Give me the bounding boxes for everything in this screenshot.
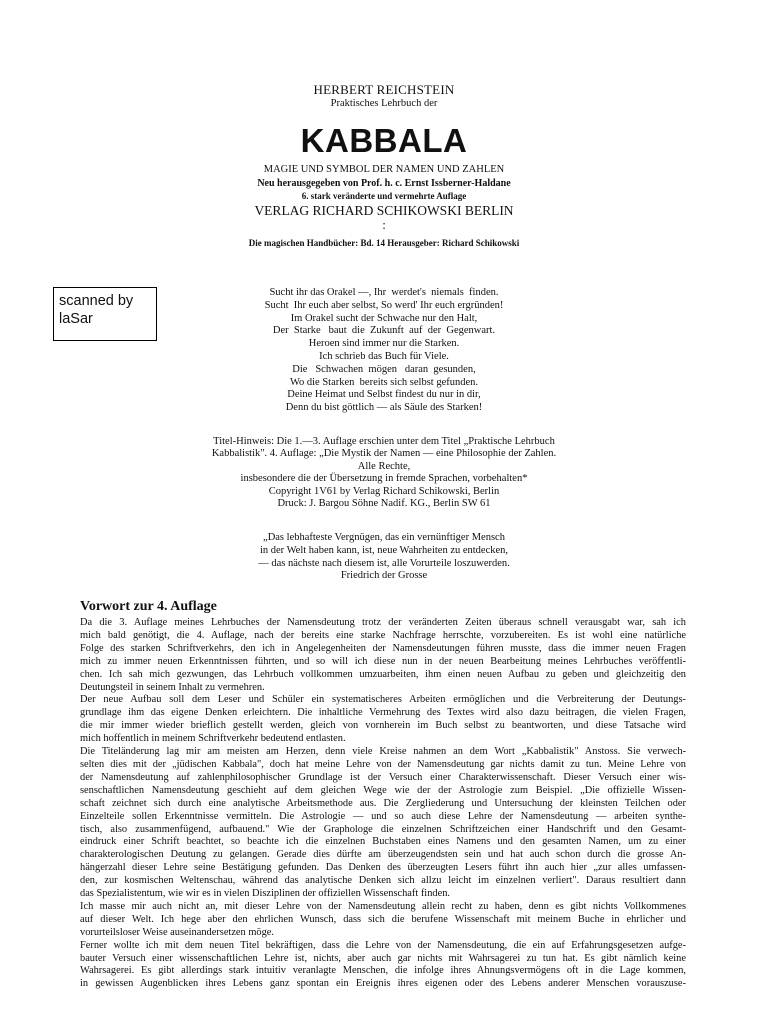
quote-attribution: Friedrich der Grosse: [340, 570, 428, 582]
series-line: Die magischen Handbücher: Bd. 14 Herausgeber: Richard Schikowski: [248, 238, 520, 248]
foreword-line: bauter Versuch einer wissenschaftlichen Lehre ist, nichts, aber auch gar nichts mit Wahrsagerei zu tun hat. Es gibt nämlich keine: [80, 952, 686, 964]
foreword-line: selten dies mit der „jüdischen Kabbala", doch hat meine Lehre von der Namensdeutung gar nichts damit zu tun. Meine Lehre von: [80, 758, 686, 770]
foreword-line: in gewissen Augenblicken ihres Lebens ganz spontan ein Ereignis ihres eigenen oder des Lebens anderer Menschen vorauszuse-: [80, 978, 686, 990]
editor-line: Neu herausgegeben von Prof. h. c. Ernst Issberner-Haldane: [257, 178, 511, 189]
foreword-line: mich hoffentlich in meinem Schriftverkehr bedeutend entlasten.: [80, 733, 346, 745]
edition-line: 6. stark veränderte und vermehrte Auflage: [301, 191, 467, 201]
foreword-line: auf dieser Welt. Ich hege aber den ehrlichen Wunsch, dass sich die berufene Wissenschaft mit meinem Buche in ehrlicher und: [80, 913, 686, 925]
quote-line: „Das lebhafteste Vergnügen, das ein vernünftiger Mensch: [263, 532, 505, 543]
foreword-line: die mir immer wieder brieflich gestellt werden, gleich von vornherein im Buch selbst zu beantworten, und diese Tatsache wird: [80, 720, 686, 732]
foreword-line: charakterologischen Deutung zu gelangen. Gerade dies dürfte am überzeugendsten sein und hat auch schon durch die grosse An-: [80, 849, 686, 861]
foreword-line: mich zu immer neuen Erkenntnissen führten, und so will ich diese nun in der neuen Bearbeitung meines Lehrbuches veröffentli-: [80, 655, 686, 667]
foreword-line: tisch, also zusammenfügend, aufbauend." Wie der Graphologe die einzelnen Schriftzeichen einer Handschrift und den Gesamt-: [80, 823, 686, 835]
foreword-line: Wahrsagerei. Es gibt allerdings stark intuitiv veranlagte Menschen, die infolge ihres Ahnungsvermögens oft in die Lage kommen,: [80, 965, 686, 977]
foreword-line: grundlage ihm das eigene Denken erleichtern. Die inhaltliche Vermehrung des Textes wird also dazu beitragen, die vielen Fragen,: [80, 707, 686, 719]
notice-line: Kabbalistik". 4. Auflage: „Die Mystik der Namen — eine Philosophie der Zahlen.: [211, 448, 557, 460]
poem-line: Denn du bist göttlich — als Säule des Starken!: [285, 402, 483, 414]
foreword-line: der Namensdeutung auf zahlenphilosophischer Grundlage ist der Versuch einer Charakterwissenschaft. Dieser Versuch einer wis-: [80, 771, 686, 783]
foreword-heading: Vorwort zur 4. Auflage: [80, 599, 217, 614]
scan-note-line: laSar: [59, 311, 93, 327]
foreword-line: chen. Ich sah mich gezwungen, das Lehrbuch vollkommen umzuarbeiten, ihm einen neuen Aufbau zu geben und gleichzeitig den: [80, 668, 686, 680]
notice-line: Titel-Hinweis: Die 1.—3. Auflage erschien unter dem Titel „Praktische Lehrbuch: [213, 436, 555, 447]
notice-line: insbesondere die der Übersetzung in fremde Sprachen, vorbehalten*: [240, 473, 528, 485]
poem-line: Heroen sind immer nur die Starken.: [308, 338, 460, 350]
book-tagline: MAGIE UND SYMBOL DER NAMEN UND ZAHLEN: [263, 164, 505, 175]
foreword-line: Ich masse mir auch nicht an, mit dieser Lehre von der Namensdeutung allein recht zu haben, denn es gibt nichts Vollkommenes: [80, 900, 686, 912]
book-subtitle: Praktisches Lehrbuch der: [330, 98, 438, 109]
foreword-line: mich bald genötigt, die 4. Auflage, nach der bereits eine starke Nachfrage herrschte, vorzubereiten. Es ist wohl eine natürliche: [80, 629, 686, 641]
author-name: HERBERT REICHSTEIN: [313, 82, 455, 97]
poem-line: Wo die Starken bereits sich selbst gefunden.: [289, 376, 479, 388]
foreword-line: Einzelteile sollen Erkenntnisse vermitteln. Die Astrologie — und so auch diese Lehre der Namensdeutung — arbeiten synthe-: [80, 810, 686, 822]
foreword-line: Ferner wollte ich mit dem neuen Titel bekräftigen, dass die Lehre von der Namensdeutung, die ein auf Erfahrungsgesetzen aufge-: [80, 939, 686, 951]
foreword-line: Folge des starken Schriftverkehrs, den ich in Angelegenheiten der Namensdeutungen führen musste, dass die immer neuen Fragen: [80, 642, 686, 654]
scan-note-line: scanned by: [59, 293, 134, 309]
foreword-line: senschaftlichen Namensdeutung geschieht auf dem gleichen Wege wie der der Astrologie zum Beispiel. „Die offizielle Wissen-: [80, 784, 686, 796]
foreword-body: [80, 617, 686, 991]
notice-line: Copyright 1V61 by Verlag Richard Schikowski, Berlin: [268, 485, 500, 497]
foreword-line: das Spezialistentum, wie wir es in vielen Disziplinen der offiziellen Wissenschaft finden.: [80, 888, 450, 900]
foreword-line: Die Titeländerung lag mir am meisten am Herzen, denn viele Kreise nahmen an dem Wort „Kabbalistik" Anstoss. Sie verwech-: [80, 746, 686, 758]
poem-line: Der Starke baut die Zukunft auf der Gegenwart.: [272, 325, 496, 337]
notice-line: Druck: J. Bargou Söhne Nadif. KG., Berlin SW 61: [277, 498, 491, 510]
poem-line: Im Orakel sucht der Schwache nur den Halt,: [290, 312, 478, 324]
foreword-line: den, zur kosmischen Weltenschau, während das analytische Denken sich allzu leicht im einzelnen verliert". Daraus resultiert dann: [80, 875, 686, 887]
separator-colon: :: [382, 217, 386, 232]
foreword-line: schaft zeichnet sich durch eine analytische Arbeitsmethode aus. Die Zergliederung und Untersuchung der kleinsten Teilchen oder: [80, 797, 686, 809]
poem-line: Deine Heimat und Selbst findest du nur in dir,: [287, 389, 481, 401]
foreword-line: Da die 3. Auflage meines Lehrbuches der Namensdeutung trotz der veränderten Zeiten überaus schnell verausgabt war, sah ich: [80, 617, 686, 628]
foreword-line: Deutungsteil in seinem Inhalt zu vermehren.: [80, 681, 265, 693]
epigraph-quote: [0, 532, 768, 583]
epigraph-poem: [0, 287, 768, 415]
notice-line: Alle Rechte,: [357, 460, 411, 472]
poem-line: Die Schwachen mögen daran gesunden,: [292, 363, 476, 375]
poem-line: Sucht ihr das Orakel —, Ihr werdet's niemals finden.: [269, 287, 499, 298]
quote-line: — das nächste nach diesem ist, alle Vorurteile loszuwerden.: [258, 557, 510, 569]
quote-line: in der Welt haben kann, ist, neue Wahrheiten zu entdecken,: [259, 544, 509, 556]
foreword-line: hängerzahl dieser Lehre seine Bestätigung gefunden. Das Denken des überzeugten Lesers führt ihn auch hier „zur alles umfassen-: [80, 862, 686, 874]
poem-line: Sucht Ihr euch aber selbst, So werd' Ihr euch ergründen!: [264, 299, 504, 311]
publisher-line: VERLAG RICHARD SCHIKOWSKI BERLIN: [254, 203, 514, 218]
book-title: KABBALA: [300, 122, 468, 159]
publication-notice: [0, 436, 768, 510]
poem-line: Ich schrieb das Buch für Viele.: [319, 350, 449, 362]
foreword-line: Der neue Aufbau soll dem Leser und Schüler ein systematischeres Arbeiten ermöglichen und die Verbreiterung der Deutungs-: [80, 694, 686, 706]
foreword-line: eindruck einer Schrift beachtet, so beachte ich die einzelnen Buchstaben eines Namens und den gesamten Namen, um zu einer: [80, 836, 686, 848]
foreword-line: vorurteilsloser Weise auseinandersetzen möge.: [80, 926, 275, 938]
